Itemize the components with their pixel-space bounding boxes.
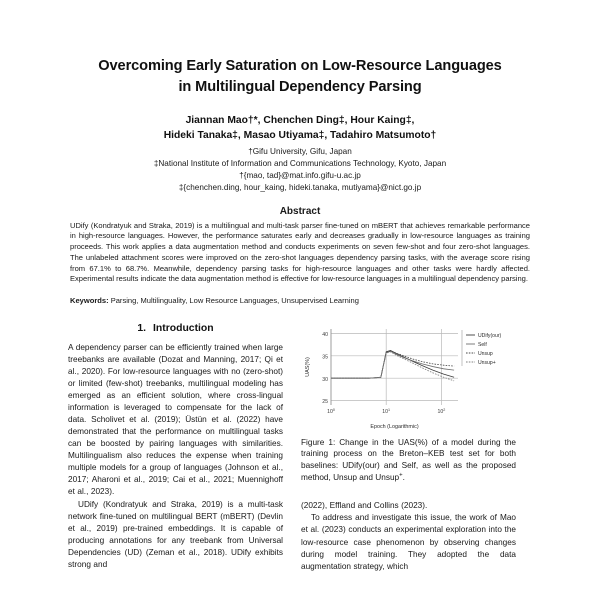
svg-text:35: 35	[322, 353, 328, 360]
uas-training-line-chart	[301, 323, 516, 431]
figure-caption-superscript: +	[399, 472, 403, 479]
affiliation-block	[68, 146, 532, 195]
left-column	[68, 323, 283, 573]
figure-caption-period: .	[402, 473, 405, 483]
author-list	[68, 114, 532, 143]
page-title	[68, 56, 532, 98]
title-line-2: in Multilingual Dependency Parsing	[178, 79, 422, 96]
contact-email-1: †{mao, tad}@mat.info.gifu-u.ac.jp	[239, 171, 361, 181]
intro-paragraph-2: UDify (Kondratyuk and Straka, 2019) is a multi-task network fine-tuned on multilingual BERT (mBERT) (Devlin et al., 2019) pre-trained embeddings. It is capable of producing annotations for any treebank from Universal Dependencies (UD) (Zeman et al., 2018). UDify exhibits strong and	[68, 499, 283, 569]
figure-1-chart	[301, 323, 516, 431]
body-columns	[68, 323, 532, 573]
svg-text:Self: Self	[478, 341, 487, 348]
section-heading-introduction	[68, 323, 283, 334]
section-number: 1.	[137, 322, 147, 334]
figure-caption-text: Figure 1: Change in the UAS(%) of a model during the training process on the Breton–KEB test set for both baselines: UDify(our) and Self, as well as the proposed method, Unsup and Unsup	[301, 437, 516, 483]
figure-1	[301, 323, 516, 485]
svg-text:Epoch (Logarithmic): Epoch (Logarithmic)	[370, 423, 419, 430]
contact-email-2: ‡{chenchen.ding, hour_kaing, hideki.tanaka, mutiyama}@nict.go.jp	[178, 183, 422, 193]
right-column	[301, 323, 516, 573]
figure-1-caption	[301, 437, 516, 485]
svg-text:25: 25	[322, 398, 328, 405]
caption-spacer	[301, 491, 516, 500]
svg-text:40: 40	[322, 331, 328, 338]
keywords-label: Keywords:	[70, 295, 109, 305]
right-paragraph-2: To address and investigate this issue, the work of Mao et al. (2023) conducts an experimental exploration into the low-resource case phenomenon by observing changes during model training. They adopted the data augmentation strategy, which	[301, 513, 516, 571]
keywords-line	[70, 296, 530, 307]
right-paragraph-1: (2022), Effland and Collins (2023).	[301, 501, 428, 511]
affiliation-line-1: †Gifu University, Gifu, Japan	[248, 146, 352, 156]
author-line-1: Jiannan Mao†*, Chenchen Ding‡, Hour Kaing‡,	[185, 115, 415, 127]
intro-paragraph-1: A dependency parser can be efficiently trained when large treebanks are available (Dozat and Manning, 2017; Qi et al., 2020). For low-resource languages with no (zero-shot) or limited (few-shot) treebanks, multilingual modeling has emerged as an efficient solution, where cross-lingual information is leveraged to compensate for the lack of data. Scholivet et al. (2019); Üstün et al. (2022) have demonstrated that the performance on multilingual tasks can be boosted by pairing languages with similarities. Multilingualism also reduces the expense when training multiple models for a group of languages (Johnson et al., 2017; Aharoni et al., 2019; Cai et al., 2021; Muennighoff et al., 2023).	[68, 342, 283, 497]
title-line-1: Overcoming Early Saturation on Low-Resource Languages	[98, 58, 502, 74]
author-line-2: Hideki Tanaka‡, Masao Utiyama‡, Tadahiro Matsumoto†	[163, 129, 437, 141]
svg-text:102: $10^2$	[437, 407, 446, 415]
svg-text:UDify(our): UDify(our)	[478, 332, 502, 339]
svg-text:100: $10^0$	[327, 407, 335, 415]
svg-text:30: 30	[322, 376, 328, 383]
svg-text:Unsup+: Unsup+	[478, 359, 496, 366]
svg-text:UAS(%): UAS(%)	[305, 356, 311, 377]
affiliation-line-2: ‡National Institute of Information and Communications Technology, Kyoto, Japan	[153, 158, 447, 168]
svg-text:Unsup: Unsup	[478, 350, 493, 357]
section-title: Introduction	[153, 322, 214, 334]
svg-text:101: $10^1$	[382, 407, 391, 415]
abstract-heading: Abstract	[279, 205, 321, 217]
abstract-text: UDify (Kondratyuk and Straka, 2019) is a multilingual and multi-task parser fine-tuned on mBERT that achieves remarkable performance in high-resource languages. However, the performance saturates early and decreases gradually in low-resource languages as training proceeds. This work applies a data augmentation method and conducts experiments on seven few-shot and four zero-shot languages. The unlabeled attachment scores were improved on the zero-shot languages dependency parsing tasks, with the average score rising from 67.1% to 68.7%. Meanwhile, dependency parsing tasks for high-resource languages and other tasks were hardly affected. Experimental results indicate the data augmentation method is effective for low-resource languages in a multilingual dependency parsing.	[70, 220, 530, 284]
keywords-value: Parsing, Multilinguality, Low Resource Languages, Unsupervised Learning	[110, 295, 359, 305]
